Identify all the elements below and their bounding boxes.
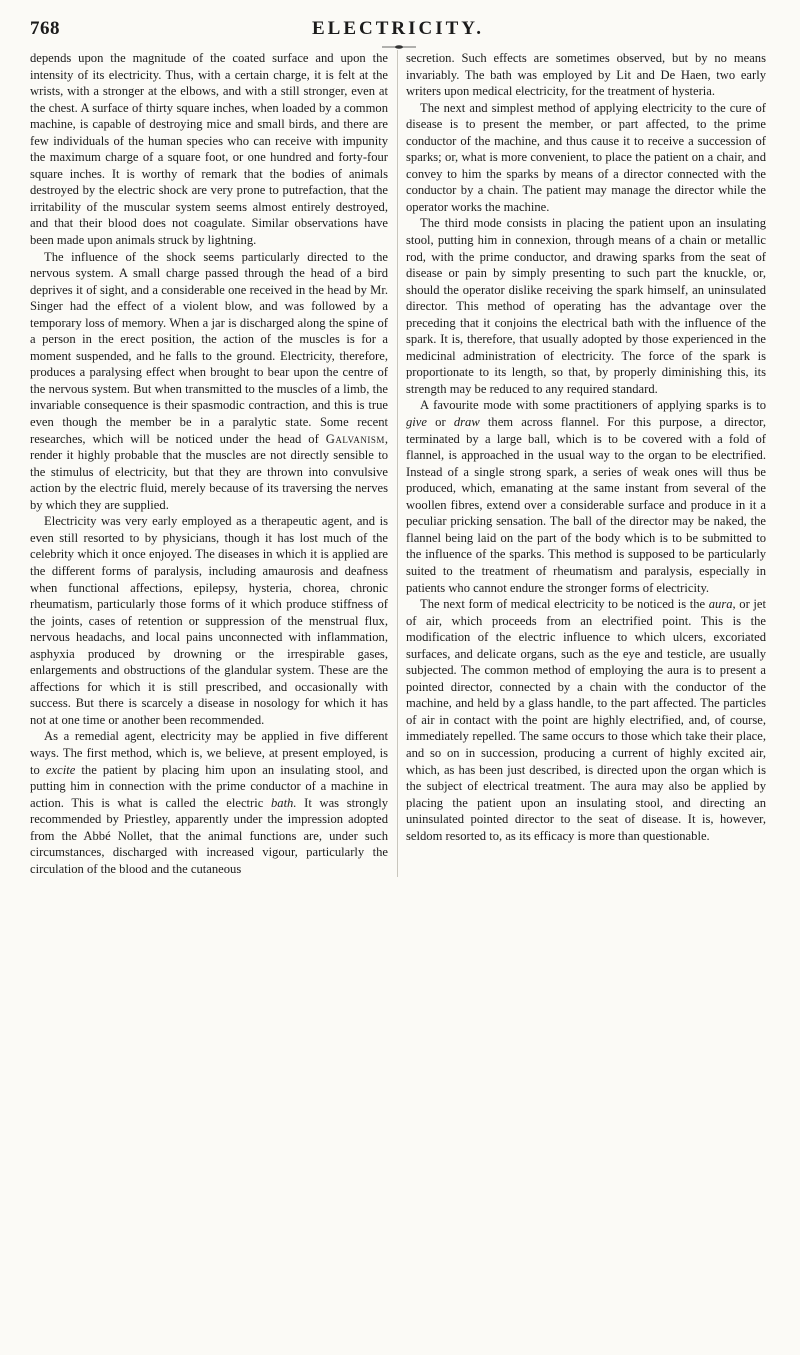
- paragraph: The next and simplest method of applying electricity to the cure of disease is to present the member, or part affected, to the prime conductor of the machine, and thus cause it to receive a succession of sparks; or, what is more convenient, to place the patient on a chair, and convey to him the sparks by means of a director connected with the conductor by a chain. The patient may manage the director while the operator works the machine.: [406, 100, 766, 214]
- header-ornament-icon: [382, 44, 416, 50]
- galvanism-reference: Galvanism: [325, 431, 385, 446]
- column-divider: [397, 50, 398, 877]
- paragraph: depends upon the magnitude of the coated surface and upon the intensity of its electricity. Thus, with a certain charge, it is felt at the wrists, with a stronger at the elbows, and with a still stronger, even at the chest. A surface of thirty square inches, when loaded by a common machine, is capable of destroying mice and small birds, and there are few individuals of the human species who can receive with impunity the maximum charge of a square foot, or one hundred and forty-four square inches. It is worthy of remark that the bodies of animals destroyed by the electric shock are very prone to putrefaction, that the irritability of the muscular system seems almost entirely destroyed, and that their blood does not coagulate. Similar observations have been made upon animals struck by lightning.: [30, 51, 388, 248]
- running-title: ELECTRICITY.: [311, 18, 485, 39]
- paragraph: The next form of medical electricity to be noticed is the aura, or jet of air, which proceeds from an electrified point. This is the modification of the electric influence to which ulcers, excoriated surfaces, and delicate organs, such as the eye and testicle, are usually subjected. The common method of employing the aura is to present a pointed director, connected by a chain with the conductor of the machine, and held by a glass handle, to the part affected. The particles of air in contact with the point are highly electrified, and, of course, immediately repelled. The same occurs to those which take their place, and so on in succession, producing a current of highly excited air, which, as has been just described, is directed upon the organ which is the subject of electrical treatment. The aura may also be applied by placing the patient upon an insulating stool, and directing an uninsulated pointed director to the seat of disease. It is, however, seldom resorted to, as its efficacy is more than questionable.: [406, 597, 766, 843]
- text-columns: [30, 50, 766, 877]
- left-column: [30, 50, 388, 877]
- right-column: [406, 50, 766, 877]
- page-header: [30, 18, 766, 48]
- paragraph: A favourite mode with some practitioners of applying sparks is to give or draw them across flannel. For this purpose, a director, terminated by a large ball, which is to be covered with a fold of flannel, is approached in the usual way to the organ to be electrified. Instead of a single strong spark, a series of weak ones will thus be produced, which, emanating at the same instant from several of the woollen fibres, extend over a considerable surface and produce in it a peculiar pricking sensation. The ball of the director may be naked, the flannel being laid on the part of the body which is to be submitted to the influence of the sparks. This method is supposed to be particularly suited to the treatment of rheumatism and paralysis, especially in patients who cannot endure the stronger forms of electricity.: [406, 398, 766, 595]
- paragraph: The third mode consists in placing the patient upon an insulating stool, putting him in connexion, through means of a chain or metallic rod, with the prime conductor, and drawing sparks from the seat of disease or pain by simply presenting to such part the knuckle, or, should the operator dislike receiving the spark himself, an uninsulated director. This method of operating has the advantage over the preceding that it conjoins the electrical bath with the influence of the spark. It is, therefore, that usually adopted by those experienced in the medicinal administration of electricity. The force of the spark is proportionate to its length, so that, by properly diminishing this, its strength may be reduced to any required standard.: [406, 216, 766, 396]
- paragraph: Electricity was very early employed as a therapeutic agent, and is even still resorted to by physicians, though it has lost much of the celebrity which it once enjoyed. The diseases in which it is applied are the different forms of paralysis, including amaurosis and deafness when functional affections, epilepsy, hysteria, chorea, chronic rheumatism, particularly those forms of it which produce stiffness of the joints, cases of retention or suppression of the menstrual flux, nervous headachs, and local pains unconnected with inflammation, asphyxia produced by drowning or the irrespirable gases, enlargements and obstructions of the glandular system. These are the affections for which it is still prescribed, and occasionally with success. But there is scarcely a disease in nosology for which it has not at one time or another been recommended.: [30, 514, 388, 727]
- page-number: 768: [30, 18, 60, 39]
- paragraph: As a remedial agent, electricity may be applied in five different ways. The first method, which is, we believe, at present employed, is to excite the patient by placing him upon an insulating stool, and putting him in connection with the prime conductor of a machine in action. This is what is called the electric bath. It was strongly recommended by Priestley, apparently under the impression adopted from the Abbé Nollet, that the animal functions are, under such circumstances, discharged with increased vigour, particularly the circulation of the blood and the cutaneous: [30, 729, 388, 876]
- paragraph: The influence of the shock seems particularly directed to the nervous system. A small charge passed through the head of a bird deprives it of sight, and a considerable one received in the head by Mr. Singer had the effect of a violent blow, and was followed by a temporary loss of memory. When a jar is discharged along the spine of a person in the erect position, the action of the muscles is for a moment suspended, and he falls to the ground. Electricity, therefore, produces a paralysing effect when brought to bear upon the centre of the nervous system. But when transmitted to the muscles of a limb, the invariable consequence is their spasmodic contraction, and this is true even though the member be in a paralytic state. Some recent researches, which will be noticed under the head of Galvanism, render it highly probable that the muscles are not directly sensible to the stimulus of electricity, but that they are thrown into convulsive action by the electric fluid, merely because of its traversing the nerves by which they are supplied.: [30, 249, 388, 512]
- paragraph: secretion. Such effects are sometimes observed, but by no means invariably. The bath was employed by Lit and De Haen, two early writers upon medical electricity, for the treatment of hysteria.: [406, 51, 766, 99]
